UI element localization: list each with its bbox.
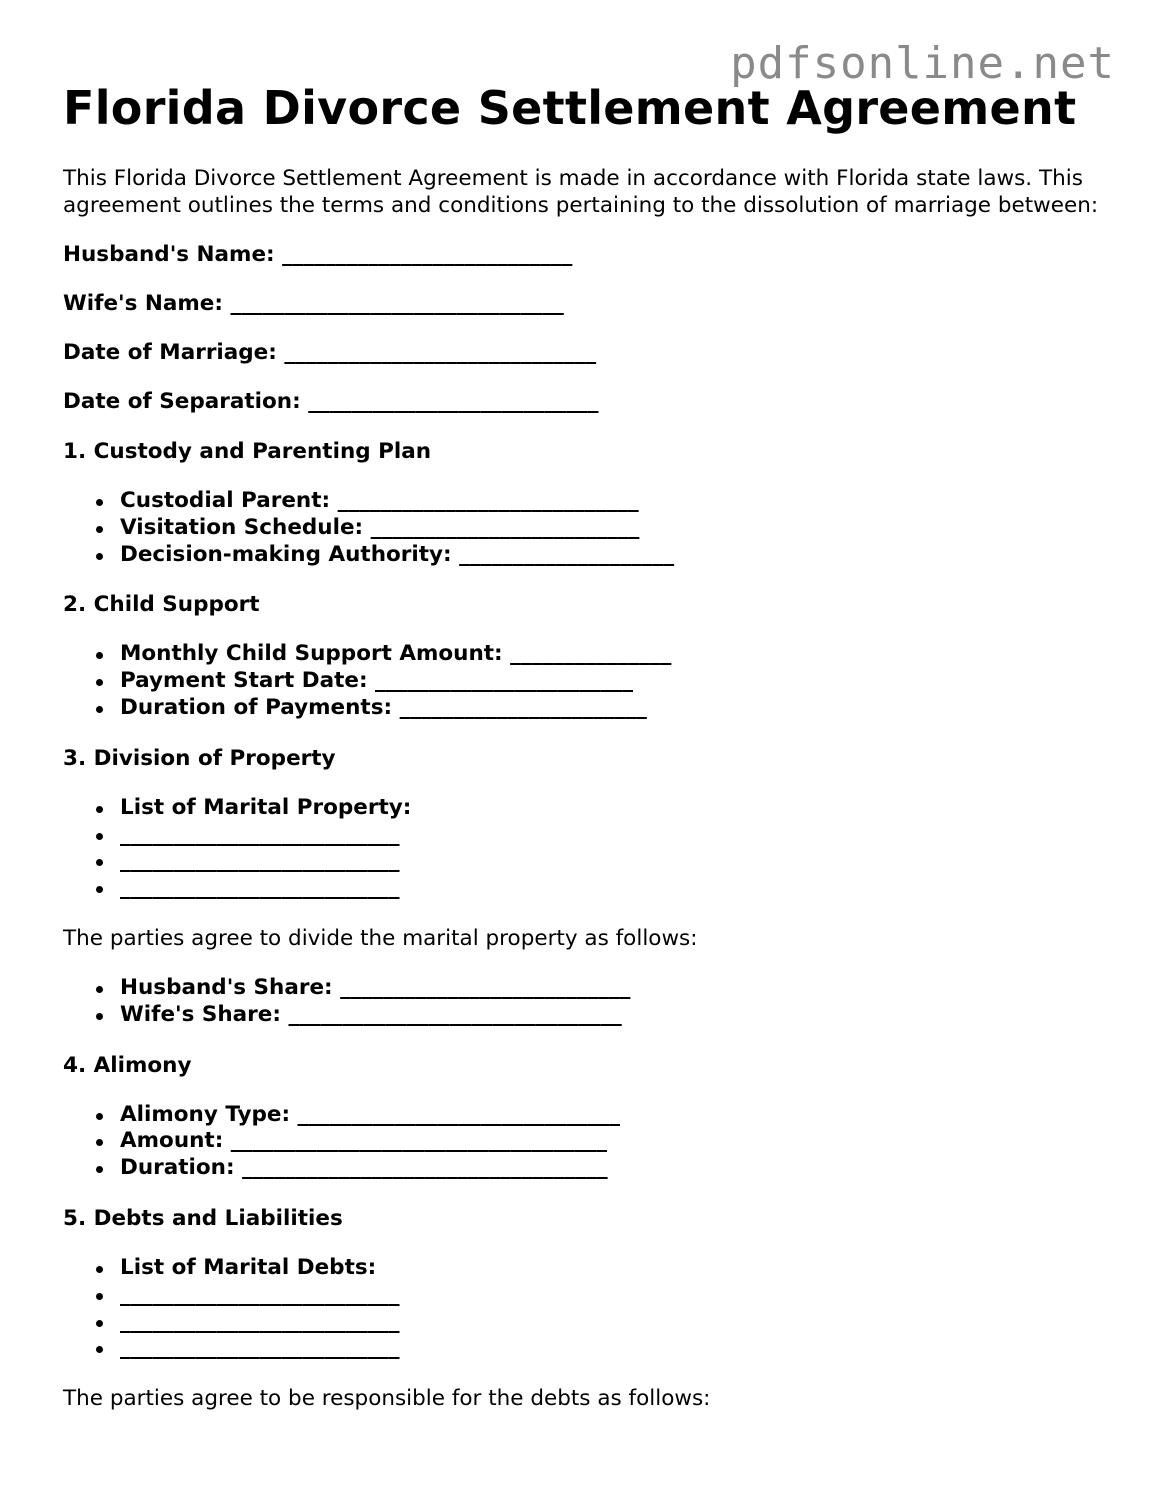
alimony-list	[63, 1102, 1103, 1182]
child-support-list	[63, 641, 1103, 721]
marital-property-blank-item: __________________________	[63, 848, 1103, 875]
monthly-child-support-item: Monthly Child Support Amount: _______________	[63, 641, 1103, 668]
custody-section-title: 1. Custody and Parenting Plan	[63, 439, 432, 464]
property-section-title: 3. Division of Property	[63, 745, 336, 771]
date-of-separation-field: Date of Separation: ___________________________	[63, 389, 599, 414]
child-support-section-title: 2. Child Support	[63, 592, 260, 618]
marital-property-blank-item: __________________________	[63, 822, 1103, 849]
custody-list	[63, 488, 1103, 568]
husband-name-field: Husband's Name: ___________________________	[63, 242, 573, 267]
property-shares-list	[63, 975, 1103, 1029]
alimony-section-title: 4. Alimony	[63, 1052, 192, 1078]
marital-debts-blank-item: __________________________	[63, 1282, 1103, 1309]
marital-property-list	[63, 795, 1103, 902]
debts-agreement-text: The parties agree to be responsible for the debts as follows:	[63, 1386, 711, 1412]
date-of-marriage-field: Date of Marriage: _____________________________	[63, 340, 597, 365]
payment-start-date-item: Payment Start Date: ________________________	[63, 668, 1103, 695]
visitation-schedule-item: Visitation Schedule: _________________________	[63, 515, 1103, 542]
alimony-type-item: Alimony Type: ______________________________	[63, 1102, 1103, 1129]
wife-name-field: Wife's Name: _______________________________	[63, 291, 564, 316]
debts-section-title: 5. Debts and Liabilities	[63, 1205, 343, 1231]
marital-debts-list	[63, 1255, 1103, 1362]
watermark: pdfsonline.net	[730, 38, 1115, 89]
property-agreement-text: The parties agree to divide the marital property as follows:	[63, 925, 698, 951]
alimony-amount-item: Amount: ___________________________________	[63, 1128, 1103, 1155]
alimony-duration-item: Duration: __________________________________	[63, 1155, 1103, 1182]
intro-paragraph: This Florida Divorce Settlement Agreement is made in accordance with Florida state laws. This agreement outlines the terms and conditions pertaining to the dissolution of marriage between:	[63, 166, 1099, 218]
custodial-parent-item: Custodial Parent: ____________________________	[63, 488, 1103, 515]
wife-share-item: Wife's Share: _______________________________	[63, 1002, 1103, 1029]
page-title: Florida Divorce Settlement Agreement	[63, 81, 1077, 135]
document-page	[63, 80, 1103, 1412]
decision-making-authority-item: Decision-making Authority: ____________________	[63, 542, 1103, 569]
marital-property-blank-item: __________________________	[63, 875, 1103, 902]
husband-share-item: Husband's Share: ___________________________	[63, 975, 1103, 1002]
marital-debts-label-item: List of Marital Debts:	[63, 1255, 1103, 1282]
marital-debts-blank-item: __________________________	[63, 1309, 1103, 1336]
marital-property-label-item: List of Marital Property:	[63, 795, 1103, 822]
marital-debts-blank-item: __________________________	[63, 1335, 1103, 1362]
duration-of-payments-item: Duration of Payments: _______________________	[63, 695, 1103, 722]
